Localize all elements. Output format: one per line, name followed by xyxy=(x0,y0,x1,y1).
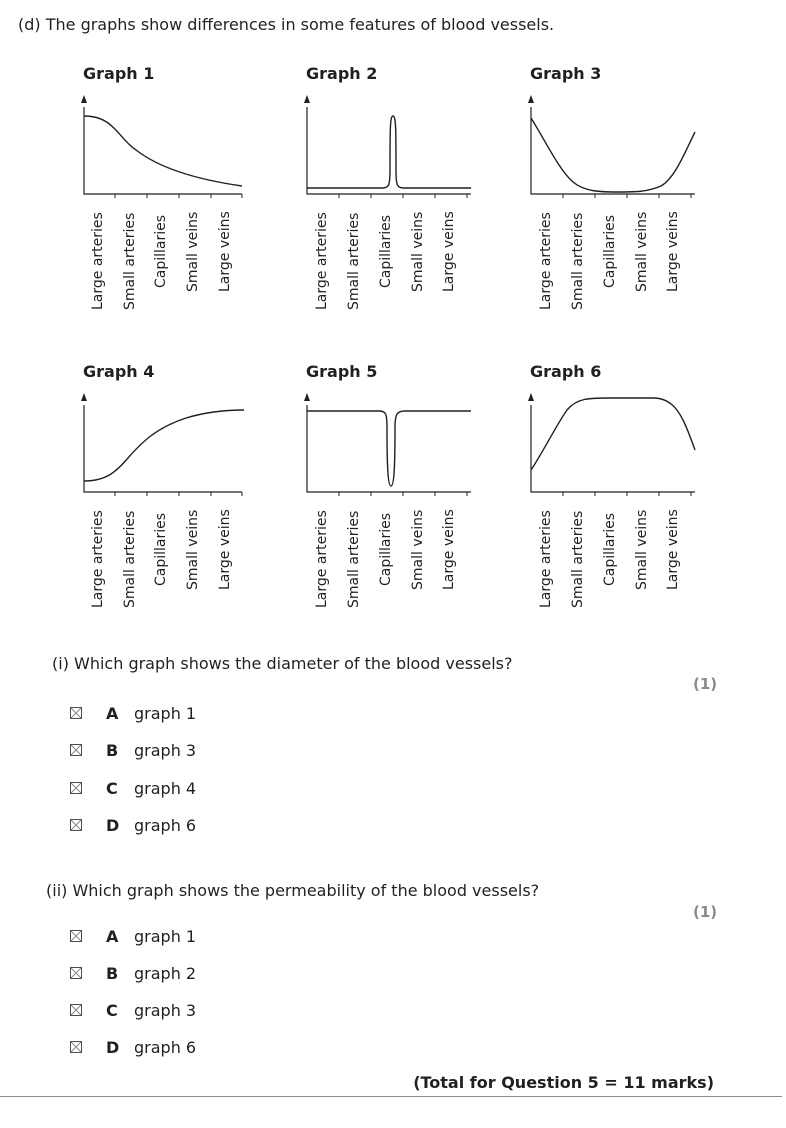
g1-label-large-veins: Large veins xyxy=(217,211,233,292)
option-text: graph 6 xyxy=(134,1037,197,1057)
graph-4-plot xyxy=(76,388,250,503)
g4-label-small-veins: Small veins xyxy=(185,509,201,590)
g4-label-small-arteries: Small arteries xyxy=(122,510,138,608)
question-ii-option-b[interactable] xyxy=(70,963,196,983)
g3-label-large-arteries: Large arteries xyxy=(538,212,554,310)
graph-5-curve xyxy=(307,411,471,486)
graph-4-curve xyxy=(84,410,244,481)
question-i-option-a[interactable] xyxy=(70,703,196,723)
option-letter: A xyxy=(106,703,119,723)
g4-label-large-veins: Large veins xyxy=(217,509,233,590)
graph-2-title: Graph 2 xyxy=(306,64,378,83)
graph-1-title: Graph 1 xyxy=(83,64,155,83)
question-ii-option-a[interactable] xyxy=(70,926,196,946)
checkbox-icon[interactable] xyxy=(70,782,82,794)
g4-label-capillaries: Capillaries xyxy=(153,512,169,586)
graph-1-curve xyxy=(84,116,242,186)
g4-label-large-arteries: Large arteries xyxy=(90,510,106,608)
checkbox-icon[interactable] xyxy=(70,1041,82,1053)
question-i-option-d[interactable] xyxy=(70,815,196,835)
g6-label-small-arteries: Small arteries xyxy=(570,510,586,608)
option-text: graph 6 xyxy=(134,815,197,835)
option-text: graph 2 xyxy=(134,963,197,983)
question-ii-mark: (1) xyxy=(693,903,718,921)
g2-label-small-arteries: Small arteries xyxy=(346,212,362,310)
g5-label-large-veins: Large veins xyxy=(441,509,457,590)
checkbox-icon[interactable] xyxy=(70,744,82,756)
graph-6-plot xyxy=(523,388,697,503)
g6-label-large-arteries: Large arteries xyxy=(538,510,554,608)
bottom-divider xyxy=(0,1096,782,1097)
g1-label-small-veins: Small veins xyxy=(185,211,201,292)
checkbox-icon[interactable] xyxy=(70,1004,82,1016)
g5-label-small-arteries: Small arteries xyxy=(346,510,362,608)
question-ii-option-c[interactable] xyxy=(70,1000,196,1020)
question-i-option-b[interactable] xyxy=(70,740,196,760)
option-letter: B xyxy=(106,740,119,760)
g1-label-large-arteries: Large arteries xyxy=(90,212,106,310)
g5-label-capillaries: Capillaries xyxy=(378,512,394,586)
g2-label-capillaries: Capillaries xyxy=(378,214,394,288)
g3-label-small-veins: Small veins xyxy=(634,211,650,292)
question-ii-text: (ii) Which graph shows the permeability of the blood vessels? xyxy=(46,881,540,900)
g3-label-small-arteries: Small arteries xyxy=(570,212,586,310)
g1-label-capillaries: Capillaries xyxy=(153,214,169,288)
question-i-mark: (1) xyxy=(693,675,718,693)
graph-4-title: Graph 4 xyxy=(83,362,155,381)
option-letter: A xyxy=(106,926,119,946)
option-text: graph 3 xyxy=(134,1000,197,1020)
checkbox-icon[interactable] xyxy=(70,819,82,831)
graph-6-title: Graph 6 xyxy=(530,362,602,381)
option-text: graph 3 xyxy=(134,740,197,760)
checkbox-icon[interactable] xyxy=(70,707,82,719)
graph-3-plot xyxy=(523,90,697,205)
g2-label-large-veins: Large veins xyxy=(441,211,457,292)
question-i-option-c[interactable] xyxy=(70,778,196,798)
g5-label-small-veins: Small veins xyxy=(410,509,426,590)
graph-5-title: Graph 5 xyxy=(306,362,378,381)
graph-3-title: Graph 3 xyxy=(530,64,602,83)
g3-label-capillaries: Capillaries xyxy=(602,214,618,288)
question-intro: (d) The graphs show differences in some features of blood vessels. xyxy=(18,15,555,34)
g1-label-small-arteries: Small arteries xyxy=(122,212,138,310)
option-text: graph 1 xyxy=(134,703,197,723)
graph-6-curve xyxy=(531,398,695,470)
g5-label-large-arteries: Large arteries xyxy=(314,510,330,608)
option-letter: D xyxy=(106,815,120,835)
option-letter: C xyxy=(106,778,118,798)
question-ii-option-d[interactable] xyxy=(70,1037,196,1057)
graph-2-plot xyxy=(299,90,473,205)
question-i-text: (i) Which graph shows the diameter of the blood vessels? xyxy=(52,654,513,673)
option-text: graph 4 xyxy=(134,778,197,798)
graph-3-curve xyxy=(531,118,695,192)
option-text: graph 1 xyxy=(134,926,197,946)
checkbox-icon[interactable] xyxy=(70,967,82,979)
option-letter: D xyxy=(106,1037,120,1057)
option-letter: B xyxy=(106,963,119,983)
g6-label-small-veins: Small veins xyxy=(634,509,650,590)
checkbox-icon[interactable] xyxy=(70,930,82,942)
graph-5-plot xyxy=(299,388,473,503)
g2-label-large-arteries: Large arteries xyxy=(314,212,330,310)
g6-label-capillaries: Capillaries xyxy=(602,512,618,586)
graph-2-curve xyxy=(307,116,471,188)
graph-1-plot xyxy=(76,90,250,205)
g2-label-small-veins: Small veins xyxy=(410,211,426,292)
g6-label-large-veins: Large veins xyxy=(665,509,681,590)
g3-label-large-veins: Large veins xyxy=(665,211,681,292)
question-total: (Total for Question 5 = 11 marks) xyxy=(413,1073,714,1092)
option-letter: C xyxy=(106,1000,118,1020)
